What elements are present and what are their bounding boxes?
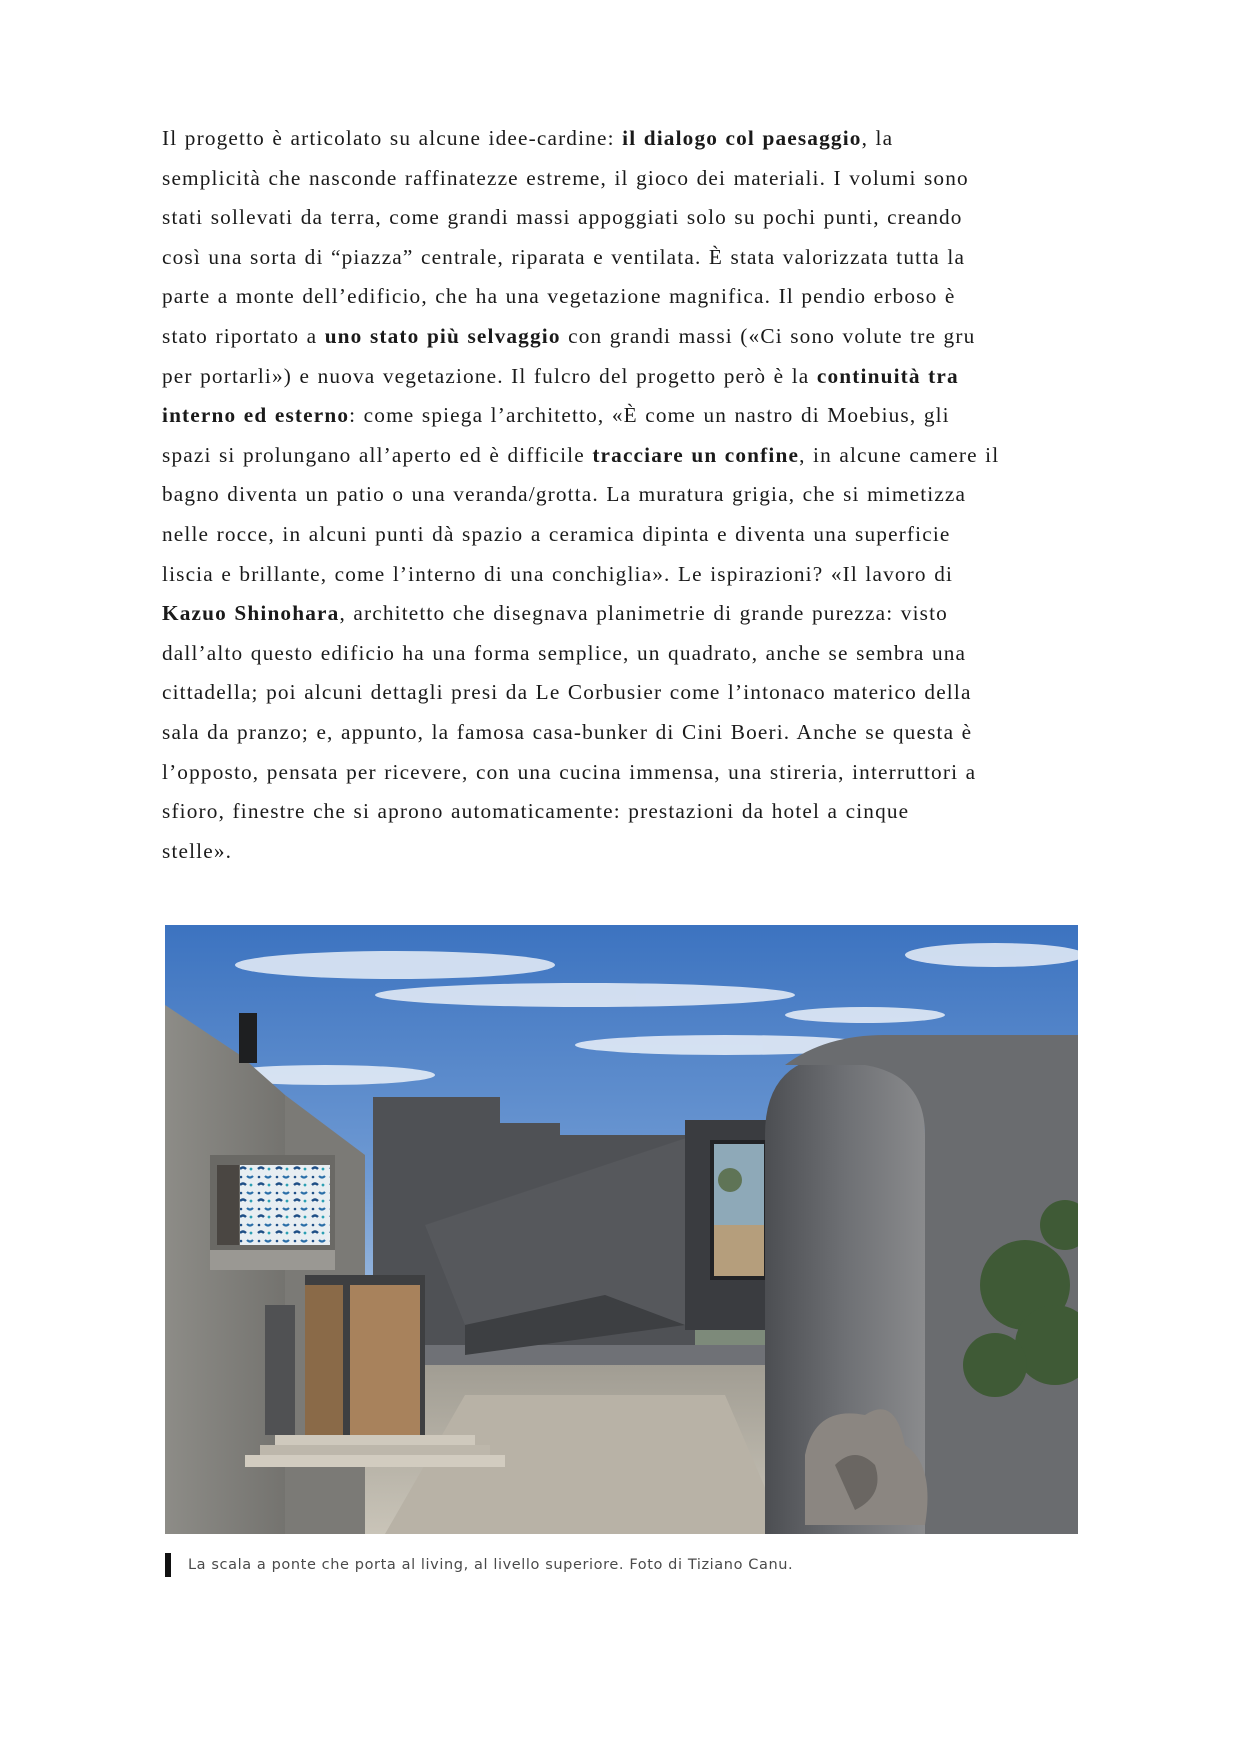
photo-house-courtyard xyxy=(165,925,1078,1534)
article-line xyxy=(162,436,1092,476)
text-run: stati sollevati da terra, come grandi massi appoggiati solo su pochi punti, creando xyxy=(162,205,963,230)
text-run: spazi si prolungano all’aperto ed è difficile xyxy=(162,442,593,467)
article-photo xyxy=(165,925,1078,1534)
text-run: sala da pranzo; e, appunto, la famosa casa-bunker di Cini Boeri. Anche se questa è xyxy=(162,719,973,744)
text-run: nelle rocce, in alcuni punti dà spazio a ceramica dipinta e diventa una superficie xyxy=(162,521,951,546)
article-line xyxy=(162,515,1092,555)
photo-caption: La scala a ponte che porta al living, al livello superiore. Foto di Tiziano Canu. xyxy=(188,1557,794,1573)
article-line xyxy=(162,792,1092,832)
article-line xyxy=(162,713,1092,753)
text-run: sfioro, finestre che si aprono automaticamente: prestazioni da hotel a cinque xyxy=(162,799,910,824)
article-body xyxy=(162,119,1092,871)
article-line xyxy=(162,475,1092,515)
article-line xyxy=(162,317,1092,357)
text-run: , architetto che disegnava planimetrie di grande purezza: visto xyxy=(339,601,948,626)
caption-marker xyxy=(165,1553,171,1577)
article-line xyxy=(162,198,1092,238)
article-line xyxy=(162,396,1092,436)
text-run: per portarli») e nuova vegetazione. Il fulcro del progetto però è la xyxy=(162,363,817,388)
bold-phrase: continuità tra xyxy=(816,363,959,388)
text-run: cittadella; poi alcuni dettagli presi da Le Corbusier come l’intonaco materico della xyxy=(162,680,972,705)
text-run: stato riportato a xyxy=(162,323,325,348)
article-line xyxy=(162,159,1092,199)
bold-phrase: il dialogo col paesaggio xyxy=(622,126,862,150)
article-line xyxy=(162,673,1092,713)
text-run: così una sorta di “piazza” centrale, riparata e ventilata. È stata valorizzata tutta la xyxy=(162,244,966,269)
text-run: liscia e brillante, come l’interno di una conchiglia». Le ispirazioni? «Il lavoro di xyxy=(162,561,954,586)
text-run: Il progetto è articolato su alcune idee-cardine: xyxy=(162,126,623,150)
article-line xyxy=(162,594,1092,634)
bold-phrase: Kazuo Shinohara xyxy=(162,601,340,626)
text-run: dall’alto questo edificio ha una forma semplice, un quadrato, anche se sembra una xyxy=(162,640,967,665)
bold-phrase: tracciare un confine xyxy=(592,442,800,467)
article-line xyxy=(162,634,1092,674)
text-run: l’opposto, pensata per ricevere, con una cucina immensa, una stireria, interruttori a xyxy=(162,759,977,784)
text-run: bagno diventa un patio o una veranda/grotta. La muratura grigia, che si mimetizza xyxy=(162,482,967,507)
text-run: semplicità che nasconde raffinatezze estreme, il gioco dei materiali. I volumi sono xyxy=(162,165,969,190)
text-run: stelle». xyxy=(162,838,233,863)
text-run: : come spiega l’architetto, «È come un nastro di Moebius, gli xyxy=(349,403,950,428)
article-line xyxy=(162,753,1092,793)
article-line xyxy=(162,238,1092,278)
text-run: parte a monte dell’edificio, che ha una vegetazione magnifica. Il pendio erboso è xyxy=(162,284,956,309)
bold-phrase: uno stato più selvaggio xyxy=(324,323,561,348)
article-line xyxy=(162,555,1092,595)
article-line xyxy=(162,357,1092,397)
bold-phrase: interno ed esterno xyxy=(162,403,350,428)
article-line xyxy=(162,832,1092,872)
text-run: , in alcune camere il xyxy=(799,442,1000,467)
article-line xyxy=(162,277,1092,317)
text-run: con grandi massi («Ci sono volute tre gru xyxy=(560,323,976,348)
text-run: , la xyxy=(861,126,894,150)
article-line xyxy=(162,119,1092,159)
